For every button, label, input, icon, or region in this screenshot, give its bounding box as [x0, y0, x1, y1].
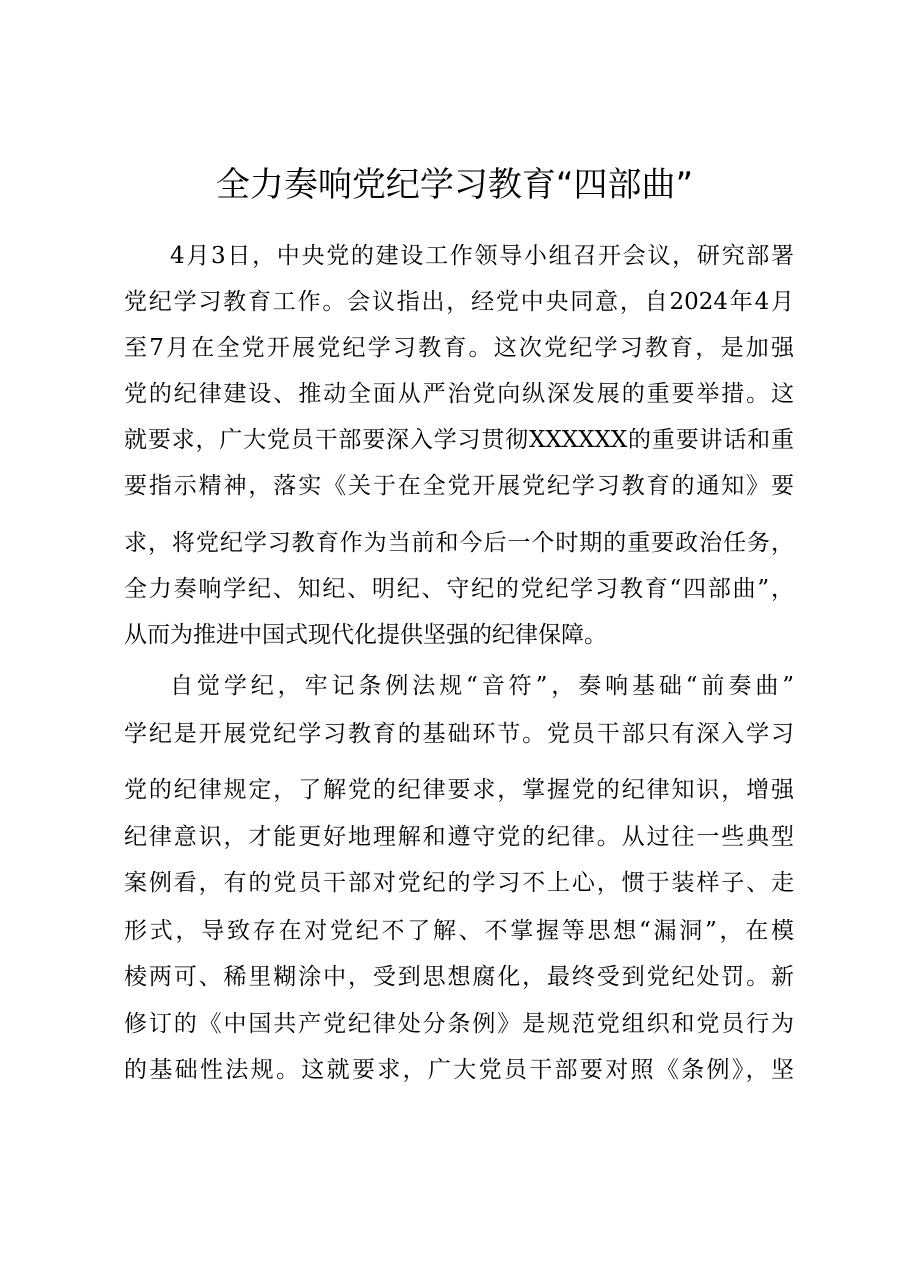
paragraph1-line: 就要求，广大党员干部要深入学习贯彻XXXXXX的重要讲话和重 [124, 427, 794, 453]
paragraph1-line: 求，将党纪学习教育作为当前和今后一个时期的重要政治任务， [124, 530, 794, 556]
paragraph2-line: 棱两可、稀里糊涂中，受到思想腐化，最终受到党纪处罚。新 [124, 964, 794, 990]
paragraph1-line: 要指示精神，落实《关于在全党开展党纪学习教育的通知》要 [124, 473, 794, 499]
paragraph2-line: 的基础性法规。这就要求，广大党员干部要对照《条例》，坚 [124, 1057, 794, 1083]
paragraph2-line: 案例看，有的党员干部对党纪的学习不上心，惯于装样子、走 [124, 870, 794, 896]
paragraph1-line: 从而为推进中国式现代化提供坚强的纪律保障。 [124, 622, 607, 648]
paragraph1-line: 党纪学习教育工作。会议指出，经党中央同意，自2024年4月 [124, 289, 794, 315]
paragraph1-line: 至7月在全党开展党纪学习教育。这次党纪学习教育，是加强 [124, 335, 794, 361]
paragraph2-line: 形式，导致存在对党纪不了解、不掌握等思想“漏洞”，在模 [124, 918, 794, 944]
section1-heading: 自觉学纪，牢记条例法规“音符”，奏响基础“前奏曲” [170, 673, 794, 699]
paragraph1-line: 党的纪律建设、推动全面从严治党向纵深发展的重要举措。这 [124, 381, 794, 407]
document-title: 全力奏响党纪学习教育“四部曲” [215, 165, 694, 205]
paragraph2-line: 学纪是开展党纪学习教育的基础环节。党员干部只有深入学习 [124, 721, 794, 747]
paragraph2-line: 纪律意识，才能更好地理解和遵守党的纪律。从过往一些典型 [124, 824, 794, 850]
paragraph1-line: 全力奏响学纪、知纪、明纪、守纪的党纪学习教育“四部曲”， [124, 576, 794, 602]
paragraph1-line: 4月3日，中央党的建设工作领导小组召开会议，研究部署 [170, 243, 794, 269]
paragraph2-line: 修订的《中国共产党纪律处分条例》是规范党组织和党员行为 [124, 1011, 794, 1037]
paragraph2-line: 党的纪律规定，了解党的纪律要求，掌握党的纪律知识，增强 [124, 777, 794, 803]
